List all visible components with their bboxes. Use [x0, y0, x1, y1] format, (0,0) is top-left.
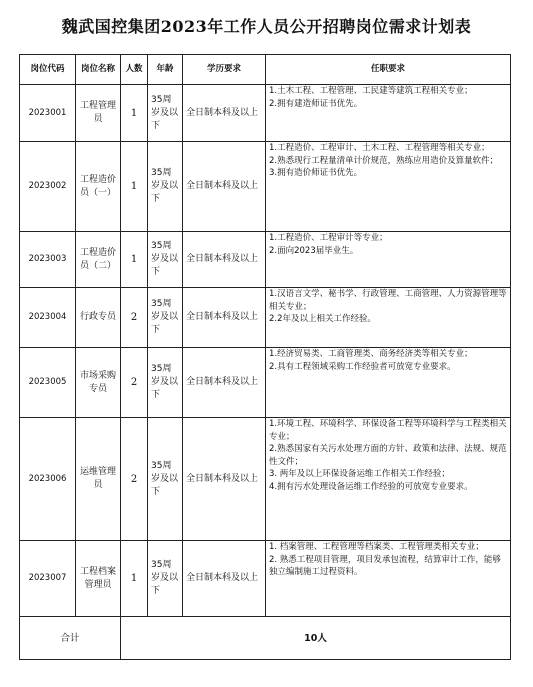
requirement-line: 2.熟悉现行工程量清单计价规范，熟练应用造价及算量软件；: [269, 155, 499, 166]
position-age: 35周岁及以下: [148, 541, 183, 617]
position-age: 35周岁及以下: [148, 85, 183, 142]
header-code: 岗位代码: [20, 55, 76, 85]
requirement-line: 1. 档案管理、工程管理等档案类、工程管理类相关专业；: [269, 542, 484, 552]
requirement-line: 2.面向2023届毕业生。: [269, 245, 359, 256]
requirement-line: 1.工程造价、工程审计、土木工程、工程管理等相关专业；: [269, 143, 490, 153]
requirement-line: 1.环境工程、环境科学、环保设备工程等环境科学与工程类相关专业；: [269, 419, 507, 442]
requirement-line: 2.具有工程领域采购工作经验者可放宽专业要求。: [269, 361, 456, 372]
table-row: [20, 85, 511, 142]
table-header-row: [20, 55, 511, 85]
position-count: 1: [121, 232, 148, 288]
requirement-line: 3. 两年及以上环保设备运维工作相关工作经验；: [269, 469, 450, 479]
position-age: 35周岁及以下: [148, 418, 183, 541]
position-count: 2: [121, 348, 148, 418]
total-row: [20, 617, 511, 660]
header-requirements: 任职要求: [266, 55, 511, 85]
position-education: 全日制本科及以上: [183, 232, 266, 288]
position-requirements: [266, 541, 511, 617]
total-label: 合计: [20, 617, 121, 660]
position-requirements: [266, 348, 511, 418]
position-name: 工程造价员（一）: [76, 142, 121, 232]
position-requirements: [266, 85, 511, 142]
position-name: 工程造价员（二）: [76, 232, 121, 288]
position-age: 35周岁及以下: [148, 348, 183, 418]
position-code: 2023005: [20, 348, 76, 418]
table-row: [20, 142, 511, 232]
table-row: [20, 232, 511, 288]
position-code: 2023003: [20, 232, 76, 288]
position-name: 工程管理员: [76, 85, 121, 142]
position-code: 2023006: [20, 418, 76, 541]
table-row: [20, 541, 511, 617]
position-count: 1: [121, 541, 148, 617]
requirement-line: 2.2年及以上相关工作经验。: [269, 314, 377, 324]
position-education: 全日制本科及以上: [183, 348, 266, 418]
position-requirements: [266, 142, 511, 232]
total-value: 10人: [121, 617, 511, 660]
position-count: 2: [121, 288, 148, 348]
position-name: 工程档案管理员: [76, 541, 121, 617]
requirement-line: 1.经济贸易类、工商管理类、商务经济类等相关专业；: [269, 349, 473, 359]
position-education: 全日制本科及以上: [183, 288, 266, 348]
position-code: 2023002: [20, 142, 76, 232]
header-count: 人数: [121, 55, 148, 85]
requirement-line: 2.拥有建造师证书优先。: [269, 98, 363, 109]
position-requirements: [266, 418, 511, 541]
requirement-line: 2.熟悉国家有关污水处理方面的方针、政策和法律、法规、规范性文件；: [269, 444, 507, 467]
header-age: 年龄: [148, 55, 183, 85]
recruitment-plan-table: [19, 54, 511, 660]
position-education: 全日制本科及以上: [183, 541, 266, 617]
position-age: 35周岁及以下: [148, 288, 183, 348]
requirement-line: 2. 熟悉工程项目管理，项目发承包流程，结算审计工作，能够独立编制施工过程资料。: [269, 554, 501, 577]
position-requirements: [266, 288, 511, 348]
position-code: 2023004: [20, 288, 76, 348]
position-age: 35周岁及以下: [148, 142, 183, 232]
table-row: [20, 418, 511, 541]
position-name: 行政专员: [76, 288, 121, 348]
header-education: 学历要求: [183, 55, 266, 85]
position-code: 2023001: [20, 85, 76, 142]
requirement-line: 1.汉语言文学、秘书学、行政管理、工商管理、人力资源管理等相关专业；: [269, 289, 507, 312]
requirement-line: 3.拥有造价师证书优先。: [269, 168, 363, 178]
position-education: 全日制本科及以上: [183, 142, 266, 232]
position-count: 1: [121, 85, 148, 142]
position-count: 2: [121, 418, 148, 541]
position-education: 全日制本科及以上: [183, 85, 266, 142]
position-count: 1: [121, 142, 148, 232]
requirement-line: 1.土木工程、工程管理、工民建等建筑工程相关专业；: [269, 86, 473, 96]
position-requirements: [266, 232, 511, 288]
document-title: 魏武国控集团2023年工作人员公开招聘岗位需求计划表: [61, 17, 472, 36]
requirement-line: 1.工程造价、工程审计等专业；: [269, 233, 388, 243]
requirement-line: 4.拥有污水处理设备运维工作经验的可放宽专业要求。: [269, 481, 473, 492]
position-name: 市场采购专员: [76, 348, 121, 418]
position-age: 35周岁及以下: [148, 232, 183, 288]
table-row: [20, 348, 511, 418]
position-name: 运维管理员: [76, 418, 121, 541]
table-row: [20, 288, 511, 348]
position-code: 2023007: [20, 541, 76, 617]
position-education: 全日制本科及以上: [183, 418, 266, 541]
header-name: 岗位名称: [76, 55, 121, 85]
